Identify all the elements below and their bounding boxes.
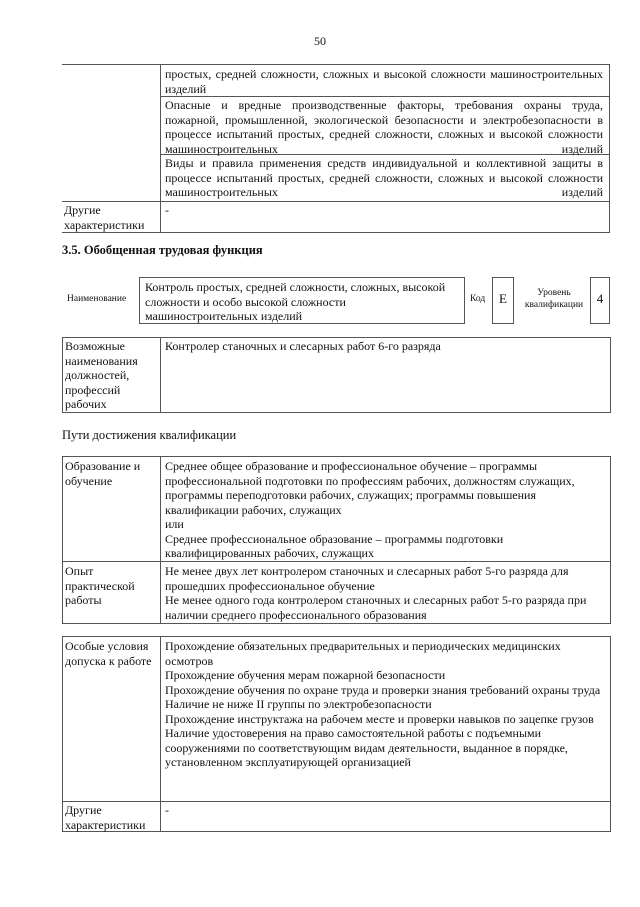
experience-value: Не менее двух лет контролером станочных и слесарных работ 5-го разряда для прошедших профессиональное обучение Не менее одного года контролером станочных и слесарных работ 5-го разряда при наличии среднего профессионального образования xyxy=(165,564,587,622)
positions-label: Возможные наименования должностей, профессий рабочих xyxy=(65,339,138,411)
positions-value: Контролер станочных и слесарных работ 6-го разряда xyxy=(165,339,441,353)
page-number: 50 xyxy=(314,34,326,48)
top-cell-1: простых, средней сложности, сложных и высокой сложности машиностроительных изделий xyxy=(165,67,603,96)
level-label: Уровень квалификации xyxy=(524,288,584,310)
top-other-label: Другие характеристики xyxy=(64,203,145,232)
level-value: 4 xyxy=(596,291,604,306)
experience-label: Опыт практической работы xyxy=(65,564,135,607)
name-value: Контроль простых, средней сложности, сложных, высокой сложности и особо высокой сложности машиностроительных изделий xyxy=(145,280,446,323)
top-cell-3: Виды и правила применения средств индивидуальной и коллективной защиты в процессе испытаний простых, средней сложности, сложных и высокой сложности машиностроительных изделий xyxy=(165,156,603,199)
special-label: Особые условия допуска к работе xyxy=(65,639,152,668)
code-label: Код xyxy=(470,294,486,304)
bottom-other-label: Другие характеристики xyxy=(65,803,146,832)
name-label: Наименование xyxy=(67,294,127,304)
special-value: Прохождение обязательных предварительных и периодических медицинских осмотров Прохождение обучения мерам пожарной безопасности Прохождение обучения по охране труда и проверки знания требований охраны труда Наличие не ниже II группы по электробезопасности Прохождение инструктажа на рабочем месте и проверки навыков по зацепке грузов Наличие удостоверения на право самостоятельной работы с подъемными сооружениями по соответствующим видам деятельности, выданное в порядке, установленном эксплуатирующей организацией xyxy=(165,639,601,769)
code-value: E xyxy=(499,291,507,306)
top-cell-2: Опасные и вредные производственные факторы, требования охраны труда, пожарной, промышленной, экологической безопасности и электробезопасности в процессе испытаний простых, средней сложности, сложных и высокой сложности машиностроительных изделий xyxy=(165,98,603,156)
top-other-value: - xyxy=(165,203,169,217)
education-label: Образование и обучение xyxy=(65,459,141,488)
bottom-other-value: - xyxy=(165,803,169,817)
education-value: Среднее общее образование и профессиональное обучение – программы профессиональной подготовки по профессиям рабочих, должностям служащих, программы переподготовки рабочих, служащих; программы повышения квалификации рабочих, служащих или Среднее профессиональное образование – программы подготовки квалифицированных рабочих, служащих xyxy=(165,459,575,560)
section-title: 3.5. Обобщенная трудовая функция xyxy=(62,243,263,257)
paths-title: Пути достижения квалификации xyxy=(62,428,237,442)
